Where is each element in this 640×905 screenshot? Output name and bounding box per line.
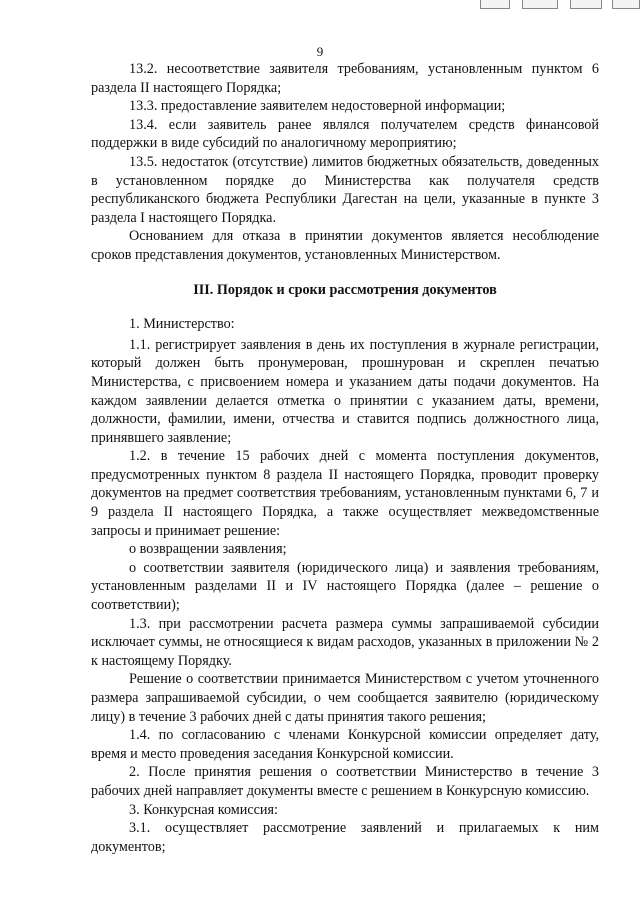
paragraph-1-4: 1.4. по согласованию с членами Конкурсной комиссии определяет дату, время и место проведения заседания Конкурсной комиссии. — [91, 727, 599, 762]
paragraph-13-3: 13.3. предоставление заявителем недостоверной информации; — [129, 98, 506, 115]
paragraph-13-5: 13.5. недостаток (отсутствие) лимитов бюджетных обязательств, доведенных в установленном порядке до Министерства как получателя средств республиканского бюджета Республики Дагестан на цели, указанные в пункте 3 раздела I настоящего Порядка. — [91, 153, 599, 226]
paragraph-compliance-notice: Решение о соответствии принимается Министерством с учетом уточненного размера запрашиваемой субсидии, о чем сообщается заявителю (юридическому лицу) в течение 3 рабочих дней с даты принятия такого решения; — [91, 671, 599, 725]
paragraph-3-1: 3.1. осуществляет рассмотрение заявлений и прилагаемых к ним документов; — [91, 820, 599, 855]
document-body — [91, 60, 599, 856]
paragraph-compliance-decision: о соответствии заявителя (юридического лица) и заявления требованиям, установленным разделами II и IV настоящего Порядка (далее – решение о соответствии); — [91, 559, 599, 614]
scan-mark — [480, 0, 510, 9]
scan-edge-marks — [470, 0, 640, 12]
scan-mark — [522, 0, 558, 9]
paragraph-1-1: 1.1. регистрирует заявления в день их поступления в журнале регистрации, который должен быть пронумерован, прошнурован и скреплен печатью Министерства, с присвоением номера и указанием даты подачи документов. На каждом заявлении делается отметка о принятии с указанием даты, времени, должности, фамилии, имени, отчества и ставится подпись должностного лица, принявшего заявление; — [91, 336, 599, 446]
paragraph-1: 1. Министерство: — [129, 316, 235, 333]
paragraph-refusal-basis: Основанием для отказа в принятии документов является несоблюдение сроков представления документов, установленных Министерством. — [91, 228, 599, 263]
paragraph-2: 2. После принятия решения о соответствии Министерство в течение 3 рабочих дней направляет документы вместе с решением в Конкурсную комиссию. — [91, 764, 599, 799]
paragraph-1-3: 1.3. при рассмотрении расчета размера суммы запрашиваемой субсидии исключает суммы, не относящиеся к видам расходов, указанных в приложении № 2 к настоящему Порядку. — [91, 615, 599, 669]
section-heading: III. Порядок и сроки рассмотрения документов — [193, 281, 497, 298]
paragraph-3: 3. Конкурсная комиссия: — [129, 801, 278, 818]
paragraph-return-decision: о возвращении заявления; — [129, 541, 287, 558]
paragraph-13-2: 13.2. несоответствие заявителя требованиям, установленным пунктом 6 раздела II настоящего Порядка; — [91, 61, 599, 96]
scan-mark — [612, 0, 640, 9]
page-number: 9 — [316, 44, 324, 59]
scan-mark — [570, 0, 602, 9]
paragraph-13-4: 13.4. если заявитель ранее являлся получателем средств финансовой поддержки в виде субсидий по аналогичному мероприятию; — [91, 116, 599, 152]
paragraph-1-2: 1.2. в течение 15 рабочих дней с момента поступления документов, предусмотренных пунктом 8 раздела II настоящего Порядка, проводит проверку документов на предмет соответствия требованиям, установленным пунктами 6, 7 и 9 раздела II настоящего Порядка, а также осуществляет межведомственные запросы и принимает решение: — [91, 448, 599, 539]
